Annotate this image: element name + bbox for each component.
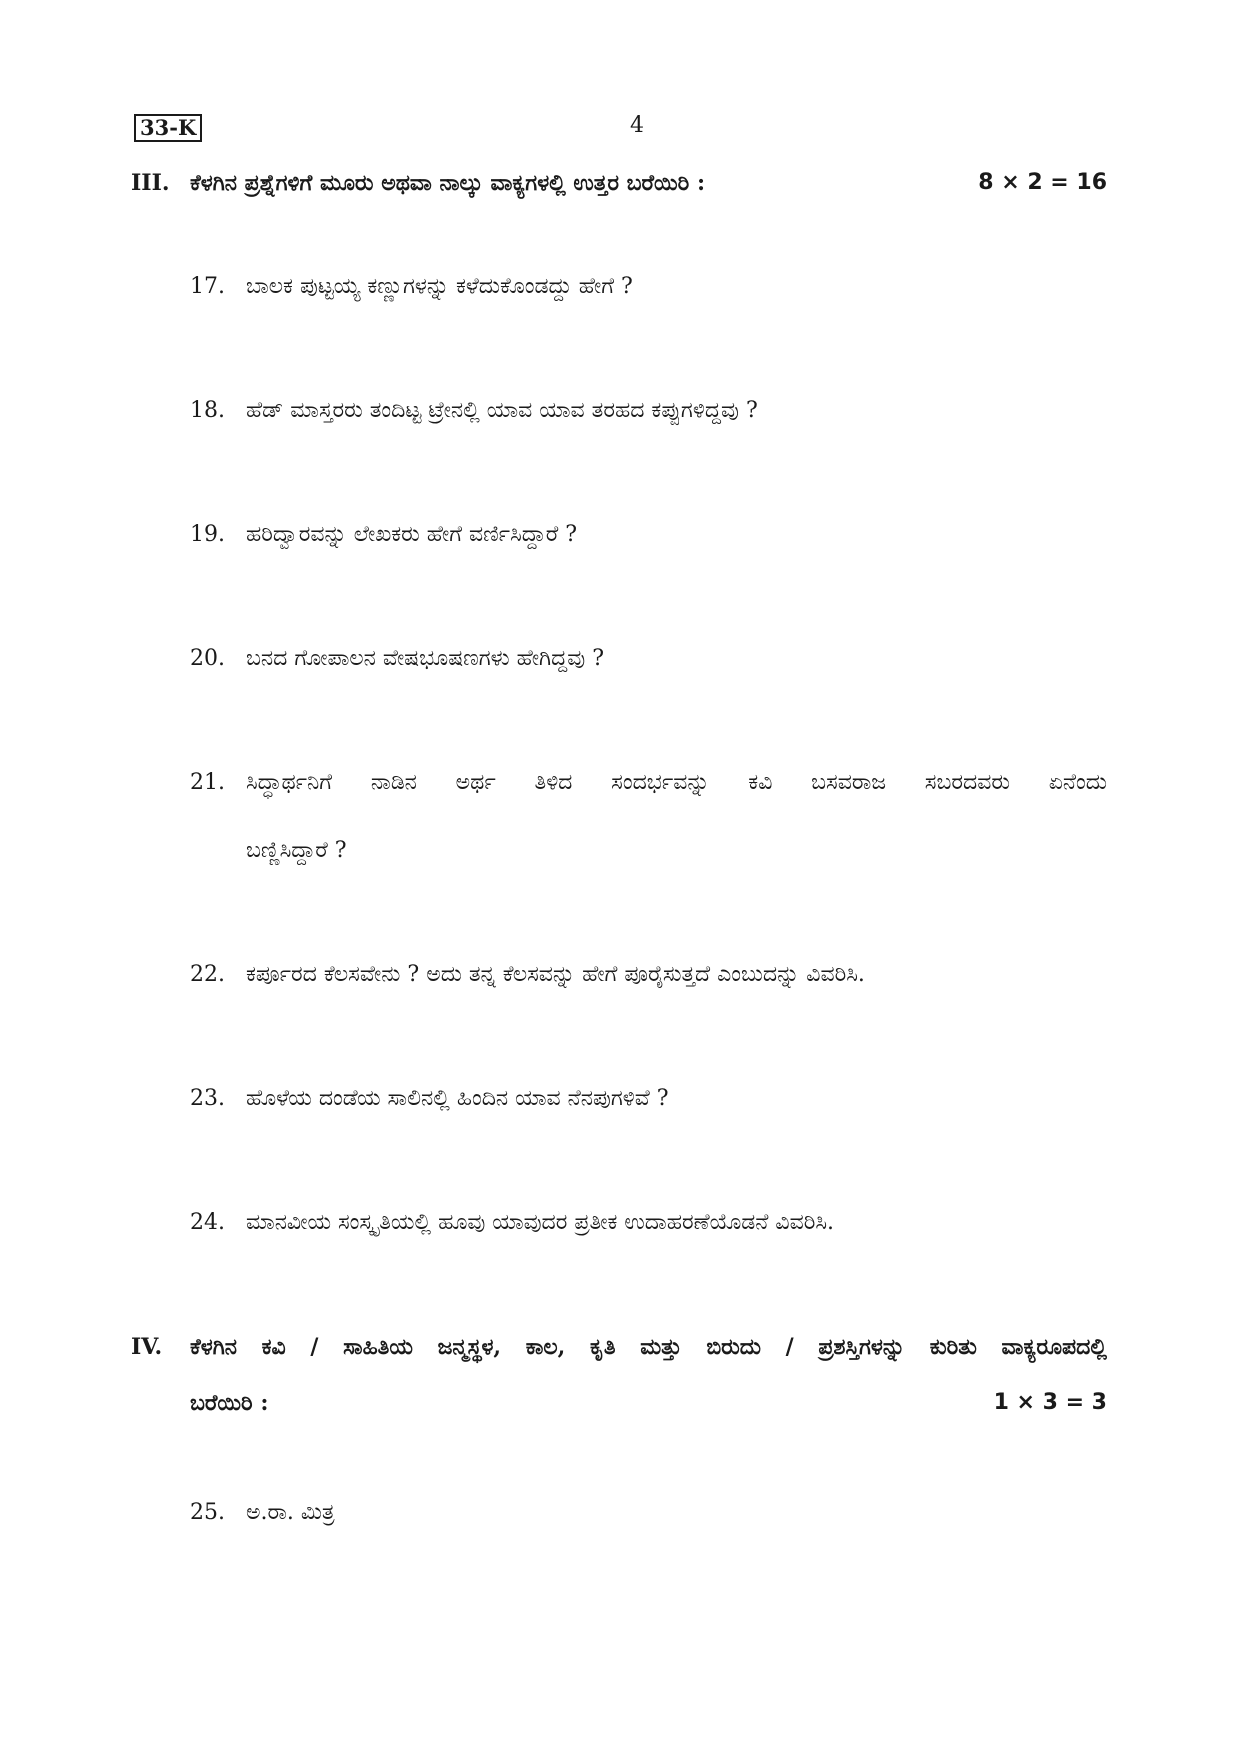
question-24-text: ಮಾನವೀಯ ಸಂಸ್ಕೃತಿಯಲ್ಲಿ ಹೂವು ಯಾವುದರ ಪ್ರತೀಕ ಉದಾಹರಣೆಯೊಡನೆ ವಿವರಿಸಿ.: [246, 1210, 835, 1235]
section-4-roman: IV.: [131, 1334, 163, 1360]
paper-code-box: 33-K: [134, 114, 202, 142]
question-21-text: ಸಿದ್ಧಾರ್ಥನಿಗೆ ನಾಡಿನ ಅರ್ಥ ತಿಳಿದ ಸಂದರ್ಭವನ್ನು ಕವಿ ಬಸವರಾಜ ಸಬರದವರು ಏನೆಂದು: [246, 770, 1107, 795]
question-18-text: ಹೆಡ್ ಮಾಸ್ತರರು ತಂದಿಟ್ಟ ಟ್ರೇನಲ್ಲಿ ಯಾವ ಯಾವ ತರಹದ ಕಪ್ಪುಗಳಿದ್ದವು ?: [246, 398, 758, 423]
question-22-text: ಕರ್ಪೂರದ ಕೆಲಸವೇನು ? ಅದು ತನ್ನ ಕೆಲಸವನ್ನು ಹೇಗೆ ಪೂರೈಸುತ್ತದೆ ಎಂಬುದನ್ನು ವಿವರಿಸಿ.: [246, 962, 865, 987]
question-17-text: ಬಾಲಕ ಪುಟ್ಟಯ್ಯ ಕಣ್ಣುಗಳನ್ನು ಕಳೆದುಕೊಂಡದ್ದು ಹೇಗೆ ?: [246, 274, 633, 299]
question-17-number: 17.: [190, 274, 225, 299]
question-20-text: ಬನದ ಗೋಪಾಲನ ವೇಷಭೂಷಣಗಳು ಹೇಗಿದ್ದವು ?: [246, 646, 605, 671]
section-4-instruction-continued: ಬರೆಯಿರಿ :: [190, 1390, 269, 1416]
section-4-instruction: ಕೆಳಗಿನ ಕವಿ / ಸಾಹಿತಿಯ ಜನ್ಮಸ್ಥಳ, ಕಾಲ, ಕೃತಿ ಮತ್ತು ಬಿರುದು / ಪ್ರಶಸ್ತಿಗಳನ್ನು ಕುರಿತು ವಾಕ್ಯರೂಪದಲ್ಲಿ: [190, 1334, 1107, 1360]
question-19-text: ಹರಿದ್ವಾರವನ್ನು ಲೇಖಕರು ಹೇಗೆ ವರ್ಣಿಸಿದ್ದಾರೆ ?: [246, 522, 578, 547]
section-3-roman: III.: [131, 170, 170, 196]
section-4-marks: 1 × 3 = 3: [993, 1390, 1107, 1415]
question-21-text-continued: ಬಣ್ಣಿಸಿದ್ದಾರೆ ?: [246, 838, 347, 863]
question-24-number: 24.: [190, 1210, 225, 1235]
question-23-number: 23.: [190, 1086, 225, 1111]
question-25-text: ಅ.ರಾ. ಮಿತ್ರ: [246, 1500, 335, 1525]
page-number: 4: [630, 113, 644, 138]
question-23-text: ಹೊಳೆಯ ದಂಡೆಯ ಸಾಲಿನಲ್ಲಿ ಹಿಂದಿನ ಯಾವ ನೆನಪುಗಳಿವೆ ?: [246, 1086, 669, 1111]
question-18-number: 18.: [190, 398, 225, 423]
question-25-number: 25.: [190, 1500, 225, 1525]
question-20-number: 20.: [190, 646, 225, 671]
question-19-number: 19.: [190, 522, 225, 547]
question-21-number: 21.: [190, 770, 225, 795]
section-3-marks: 8 × 2 = 16: [978, 170, 1107, 195]
question-22-number: 22.: [190, 962, 225, 987]
section-3-instruction: ಕೆಳಗಿನ ಪ್ರಶ್ನೆಗಳಿಗೆ ಮೂರು ಅಥವಾ ನಾಲ್ಕು ವಾಕ್ಯಗಳಲ್ಲಿ ಉತ್ತರ ಬರೆಯಿರಿ :: [190, 170, 706, 196]
